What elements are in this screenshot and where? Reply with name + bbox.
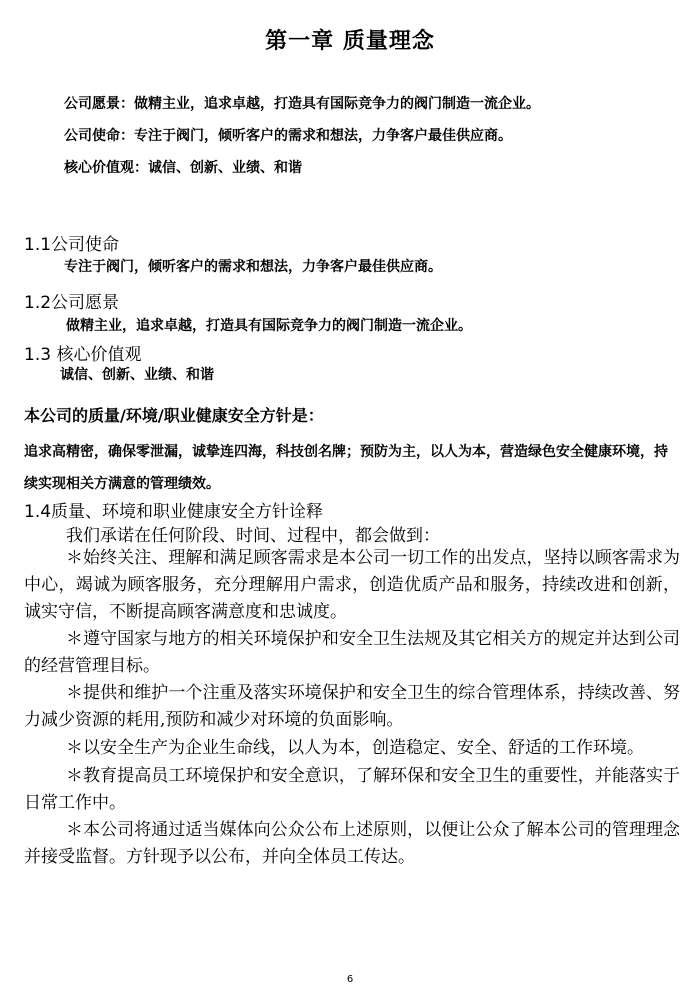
- chapter-title: 第一章 质量理念: [265, 29, 435, 54]
- intro-mission: 公司使命：专注于阀门，倾听客户的需求和想法，力争客户最佳供应商。: [64, 128, 512, 144]
- section-1-4-heading: 1.4质量、环境和职业健康安全方针诠释: [24, 502, 324, 522]
- intro-vision: 公司愿景：做精主业，追求卓越，打造具有国际竞争力的阀门制造一流企业。: [64, 96, 540, 112]
- page-number: 6: [346, 974, 354, 985]
- section-1-2-heading: 1.2公司愿景: [24, 293, 120, 313]
- policy-item: ＊遵守国家与地方的相关环境保护和安全卫生法规及其它相关方的规定并达到公司的经营管理目标。: [24, 629, 680, 676]
- policy-heading: 本公司的质量/环境/职业健康安全方针是：: [24, 406, 324, 425]
- section-1-4-lead: 我们承诺在任何阶段、时间、过程中，都会做到：: [66, 526, 440, 546]
- section-1-1-heading: 1.1公司使命: [24, 235, 120, 255]
- section-1-1-text: 专注于阀门，倾听客户的需求和想法，力争客户最佳供应商。: [64, 259, 442, 275]
- section-1-3-text: 诚信、创新、业绩、和谐: [60, 367, 214, 383]
- policy-item: ＊提供和维护一个注重及落实环境保护和安全卫生的综合管理体系，持续改善、努力减少资源的耗用,预防和减少对环境的负面影响。: [24, 683, 680, 730]
- policy-item: ＊以安全生产为企业生命线，以人为本，创造稳定、安全、舒适的工作环境。: [66, 738, 644, 758]
- section-1-2-text: 做精主业，追求卓越，打造具有国际竞争力的阀门制造一流企业。: [66, 318, 472, 334]
- policy-item: ＊本公司将通过适当媒体向公众公布上述原则，以便让公众了解本公司的管理理念并接受监督。方针现予以公布，并向全体员工传达。: [24, 820, 680, 867]
- section-1-3-heading: 1.3 核心价值观: [24, 345, 142, 365]
- policy-item: ＊始终关注、理解和满足顾客需求是本公司一切工作的出发点，坚持以顾客需求为中心，竭诚为顾客服务，充分理解用户需求，创造优质产品和服务，持续改进和创新，诚实守信，不断提高顾客满意度和忠诚度。: [24, 548, 680, 622]
- policy-text: 追求高精密，确保零泄漏，诚挚连四海，科技创名牌；预防为主，以人为本，营造绿色安全健康环境，持续实现相关方满意的管理绩效。: [24, 444, 668, 492]
- intro-values: 核心价值观：诚信、创新、业绩、和谐: [64, 160, 302, 176]
- policy-item: ＊教育提高员工环境保护和安全意识，了解环保和安全卫生的重要性，并能落实于日常工作中。: [24, 766, 680, 813]
